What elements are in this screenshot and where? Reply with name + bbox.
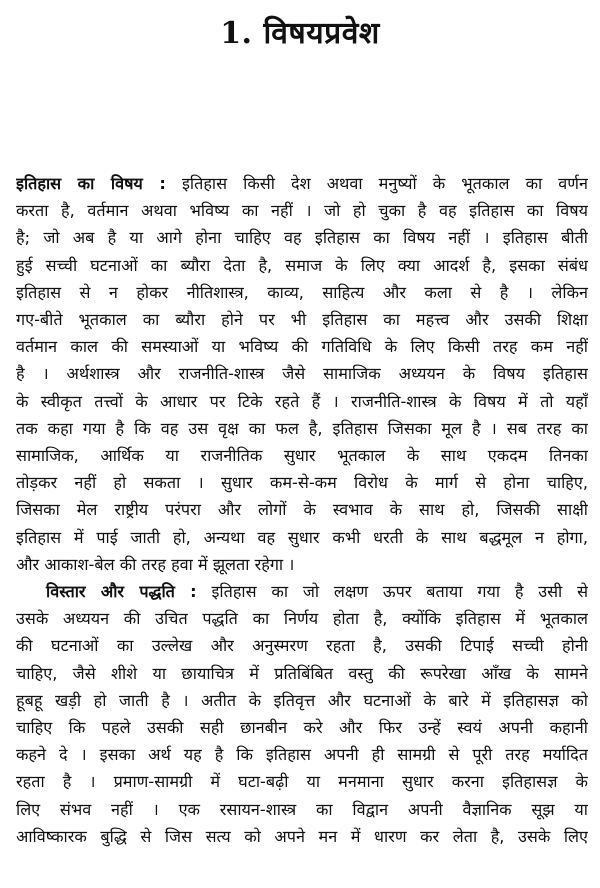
text-line: और आकाश-बेल की तरह हवा में झूलता रहेगा । bbox=[16, 554, 295, 574]
text-line: है । अर्थशास्त्र और राजनीति-शास्त्र जैसे सामाजिक अध्ययन के विषय इतिहास bbox=[16, 364, 588, 384]
text-line: वर्तमान काल की समस्याओं या भविष्य की गतिविधि के लिए किसी तरह कम नहीं bbox=[16, 337, 588, 357]
body-text bbox=[16, 170, 588, 850]
text-line: कहने दे । इसका अर्थ यह है कि इतिहास अपनी ही सामग्री से पूरी तरह मर्यादित bbox=[16, 745, 588, 765]
text-line: चाहिए कि पहले उसकी सही छानबीन करे और फिर उन्हें स्वयं अपनी कहानी bbox=[16, 718, 588, 738]
text-line: गए-बीते भूतकाल का ब्यौरा होने पर भी इतिहास का महत्त्व और उसकी शिक्षा bbox=[16, 310, 588, 330]
text-line: की घटनाओं का उल्लेख और अनुस्मरण रहता है, उसकी टिपाई सच्ची होनी bbox=[16, 636, 588, 656]
text-line: उसके अध्ययन की उचित पद्धति का निर्णय होता है, क्योंकि इतिहास में भूतकाल bbox=[16, 609, 588, 629]
text-line: रहता है । प्रमाण-सामग्री में घटा-बढ़ी या मनमाना सुधार करना इतिहासज्ञ के bbox=[16, 772, 588, 792]
text-line: है; जो अब है या आगे होना चाहिए वह इतिहास का विषय नहीं । इतिहास बीती bbox=[16, 228, 588, 248]
text-line bbox=[16, 578, 588, 605]
text-line: चाहिए, जैसे शीशे या छायाचित्र में प्रतिबिंबित वस्तु की रूपरेखा आँख के सामने bbox=[16, 663, 588, 683]
text-line: के स्वीकृत तत्त्वों के आधार पर टिके रहते हैं । राजनीति-शास्त्र के विषय में तो यहाँ bbox=[16, 391, 588, 411]
text-line: आविष्कारक बुद्धि से जिस सत्य को अपने मन में धारण कर लेता है, उसके लिए bbox=[16, 826, 588, 846]
text-line: इतिहास में पाई जाती हो, अन्यथा वह सुधार कभी धरती के साथ बद्धमूल न होगा, bbox=[16, 527, 588, 547]
text-line: हूबहू खड़ी हो जाती है । अतीत के इतिवृत्त और घटनाओं के बारे में इतिहासज्ञ को bbox=[16, 690, 588, 710]
paragraph-history-subject bbox=[16, 170, 588, 578]
text-line: जिसका मेल राष्ट्रीय परंपरा और लोगों के स्वभाव के साथ हो, जिसकी साक्षी bbox=[16, 500, 588, 520]
text-line: लिए संभव नहीं । एक रसायन-शास्त्र का विद्वान अपनी वैज्ञानिक सूझ या bbox=[16, 799, 588, 819]
text-line: इतिहास से न होकर नीतिशास्त्र, काव्य, साहित्य और कला से है । लेकिन bbox=[16, 282, 588, 302]
paragraph-heading: विस्तार और पद्धति : bbox=[46, 582, 197, 602]
text-line bbox=[16, 170, 588, 197]
text-line-content: इतिहास का जो लक्षण ऊपर बताया गया है उसी से bbox=[196, 582, 588, 602]
text-line: तोड़कर नहीं हो सकता । सुधार कम-से-कम विरोध के मार्ग से होना चाहिए, bbox=[16, 473, 588, 493]
text-line: तक कहा गया है कि वह उस वृक्ष का फल है, इतिहास जिसका मूल है । सब तरह का bbox=[16, 418, 588, 438]
chapter-title: 1. विषयप्रवेश bbox=[220, 16, 380, 51]
text-line: करता है, वर्तमान अथवा भविष्य का नहीं । जो हो चुका है वह इतिहास का विषय bbox=[16, 201, 588, 221]
paragraph-heading: इतिहास का विषय : bbox=[16, 174, 166, 193]
text-line: सामाजिक, आर्थिक या राजनीतिक सुधार भूतकाल के साथ एकदम तिनका bbox=[16, 446, 588, 466]
text-line: हुई सच्ची घटनाओं का ब्यौरा देता है, समाज के लिए क्या आदर्श है, इसका संबंध bbox=[16, 255, 588, 275]
text-line-content: इतिहास किसी देश अथवा मनुष्यों के भूतकाल का वर्णन bbox=[165, 174, 588, 193]
paragraph-scope-method bbox=[16, 578, 588, 850]
